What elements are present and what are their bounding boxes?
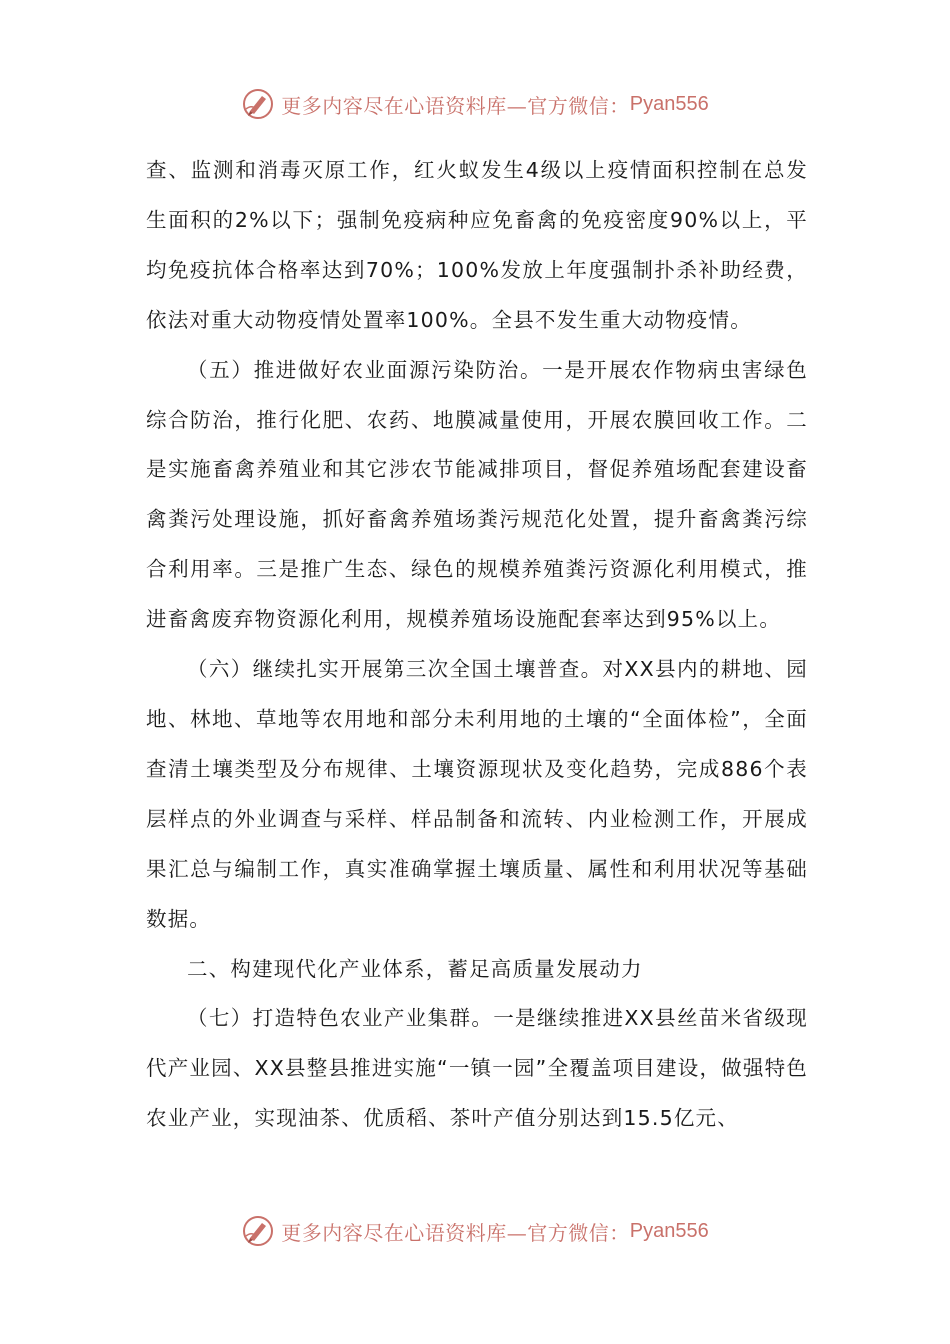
paragraph-7-industry-cluster: （七）打造特色农业产业集群。一是继续推进XX县丝苗米省级现代产业园、XX县整县推进实施“一镇一园”全覆盖项目建设，做强特色农业产业，实现油茶、优质稻、茶叶产值分别达到15.5亿元、 <box>146 1006 808 1131</box>
pen-logo-icon <box>241 87 275 121</box>
pen-logo-icon <box>241 1214 275 1248</box>
paragraph-6-soil-survey: （六）继续扎实开展第三次全国土壤普查。对XX县内的耕地、园地、林地、草地等农用地和部分未利用地的土壤的“全面体检”，全面查清土壤类型及分布规律、土壤资源现状及变化趋势，完成886个表层样点的外业调查与采样、样品制备和流转、内业检测工作，开展成果汇总与编制工作，真实准确掌握土壤质量、属性和利用状况等基础数据。 <box>146 657 808 931</box>
document-body <box>146 146 808 1144</box>
section-heading-2: 二、构建现代化产业体系，蓄足高质量发展动力 <box>187 956 643 981</box>
watermark-text: 更多内容尽在心语资料库—官方微信： <box>281 93 630 118</box>
watermark-header <box>0 84 950 124</box>
watermark-wechat-id: Pyan556 <box>629 1219 709 1242</box>
watermark-text: 更多内容尽在心语资料库—官方微信： <box>281 1220 630 1245</box>
watermark-wechat-id: Pyan556 <box>629 92 709 115</box>
paragraph-5-pollution-control: （五）推进做好农业面源污染防治。一是开展农作物病虫害绿色综合防治，推行化肥、农药、地膜减量使用，开展农膜回收工作。二是实施畜禽养殖业和其它涉农节能减排项目，督促养殖场配套建设畜禽粪污处理设施，抓好畜禽养殖场粪污规范化处置，提升畜禽粪污综合利用率。三是推广生态、绿色的规模养殖粪污资源化利用模式，推进畜禽废弃物资源化利用，规模养殖场设施配套率达到95%以上。 <box>146 357 808 632</box>
watermark-footer <box>0 1211 950 1251</box>
paragraph-1: 查、监测和消毒灭原工作，红火蚁发生4级以上疫情面积控制在总发生面积的2%以下；强制免疫病种应免畜禽的免疫密度90%以上，平均免疫抗体合格率达到70%；100%发放上年度强制扑杀补助经费，依法对重大动物疫情处置率100%。全县不发生重大动物疫情。 <box>146 158 808 332</box>
